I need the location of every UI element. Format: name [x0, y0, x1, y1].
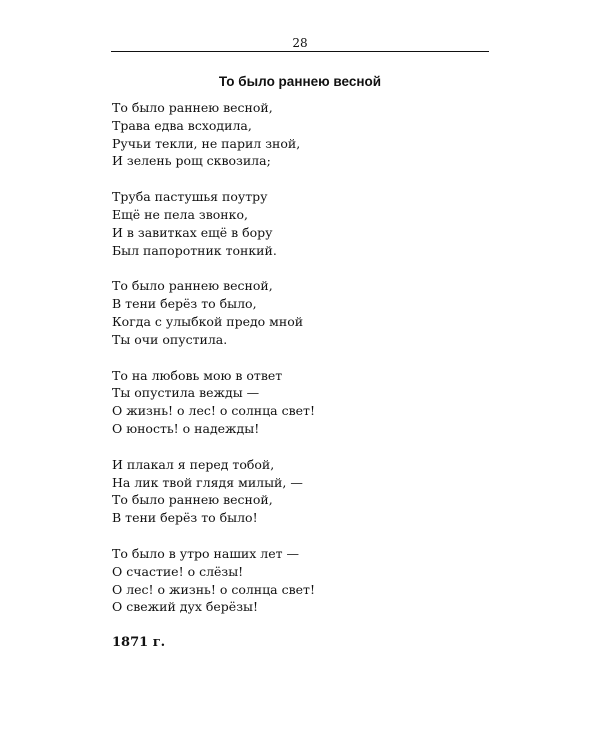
- poem-line: О лес! о жизнь! о солнца свет!: [112, 581, 315, 597]
- stanza: [112, 545, 492, 616]
- poem-line: Ты опустила вежды —: [112, 385, 260, 401]
- stanza: [112, 456, 492, 527]
- header-rule: [111, 51, 489, 52]
- poem-line: О свежий дух берёзы!: [112, 599, 258, 615]
- poem-title: То было раннею весной: [218, 74, 382, 89]
- poem-line: И плакал я перед тобой,: [112, 456, 275, 472]
- poem-line: О юность! о надежды!: [112, 420, 260, 436]
- poem-line: Был папоротник тонкий.: [112, 242, 277, 258]
- stanza: [112, 277, 492, 348]
- poem-line: Труба пастушья поутру: [112, 189, 268, 205]
- poem-line: На лик твой глядя милый, —: [112, 474, 303, 490]
- poem-line: То было в утро наших лет —: [112, 545, 300, 561]
- stanza: [112, 367, 492, 438]
- poem-line: И зелень рощ сквозила;: [112, 153, 271, 169]
- poem-line: Трава едва всходила,: [112, 117, 252, 133]
- poem-line: Когда с улыбкой предо мной: [112, 313, 304, 329]
- poem-line: То на любовь мою в ответ: [112, 367, 283, 383]
- poem-line: То было раннею весной,: [112, 100, 273, 115]
- poem-line: О жизнь! о лес! о солнца свет!: [112, 403, 315, 419]
- poem-line: Ты очи опустила.: [112, 331, 228, 347]
- poem-body: [112, 99, 492, 651]
- poem-line: То было раннею весной,: [112, 278, 273, 294]
- poem-line: И в завитках ещё в бору: [112, 224, 273, 240]
- poem-line: В тени берёз то было,: [112, 296, 257, 312]
- poem-date: 1871 г.: [112, 635, 166, 651]
- stanza: [112, 188, 492, 259]
- poem-line: Ещё не пела звонко,: [112, 206, 248, 222]
- poem-line: В тени берёз то было!: [112, 510, 258, 526]
- poem-line: Ручьи текли, не парил зной,: [112, 135, 301, 151]
- poem-line: О счастие! о слёзы!: [112, 563, 244, 579]
- stanza: [112, 99, 492, 170]
- poem-line: То было раннею весной,: [112, 492, 273, 508]
- page-number: 28: [292, 36, 308, 50]
